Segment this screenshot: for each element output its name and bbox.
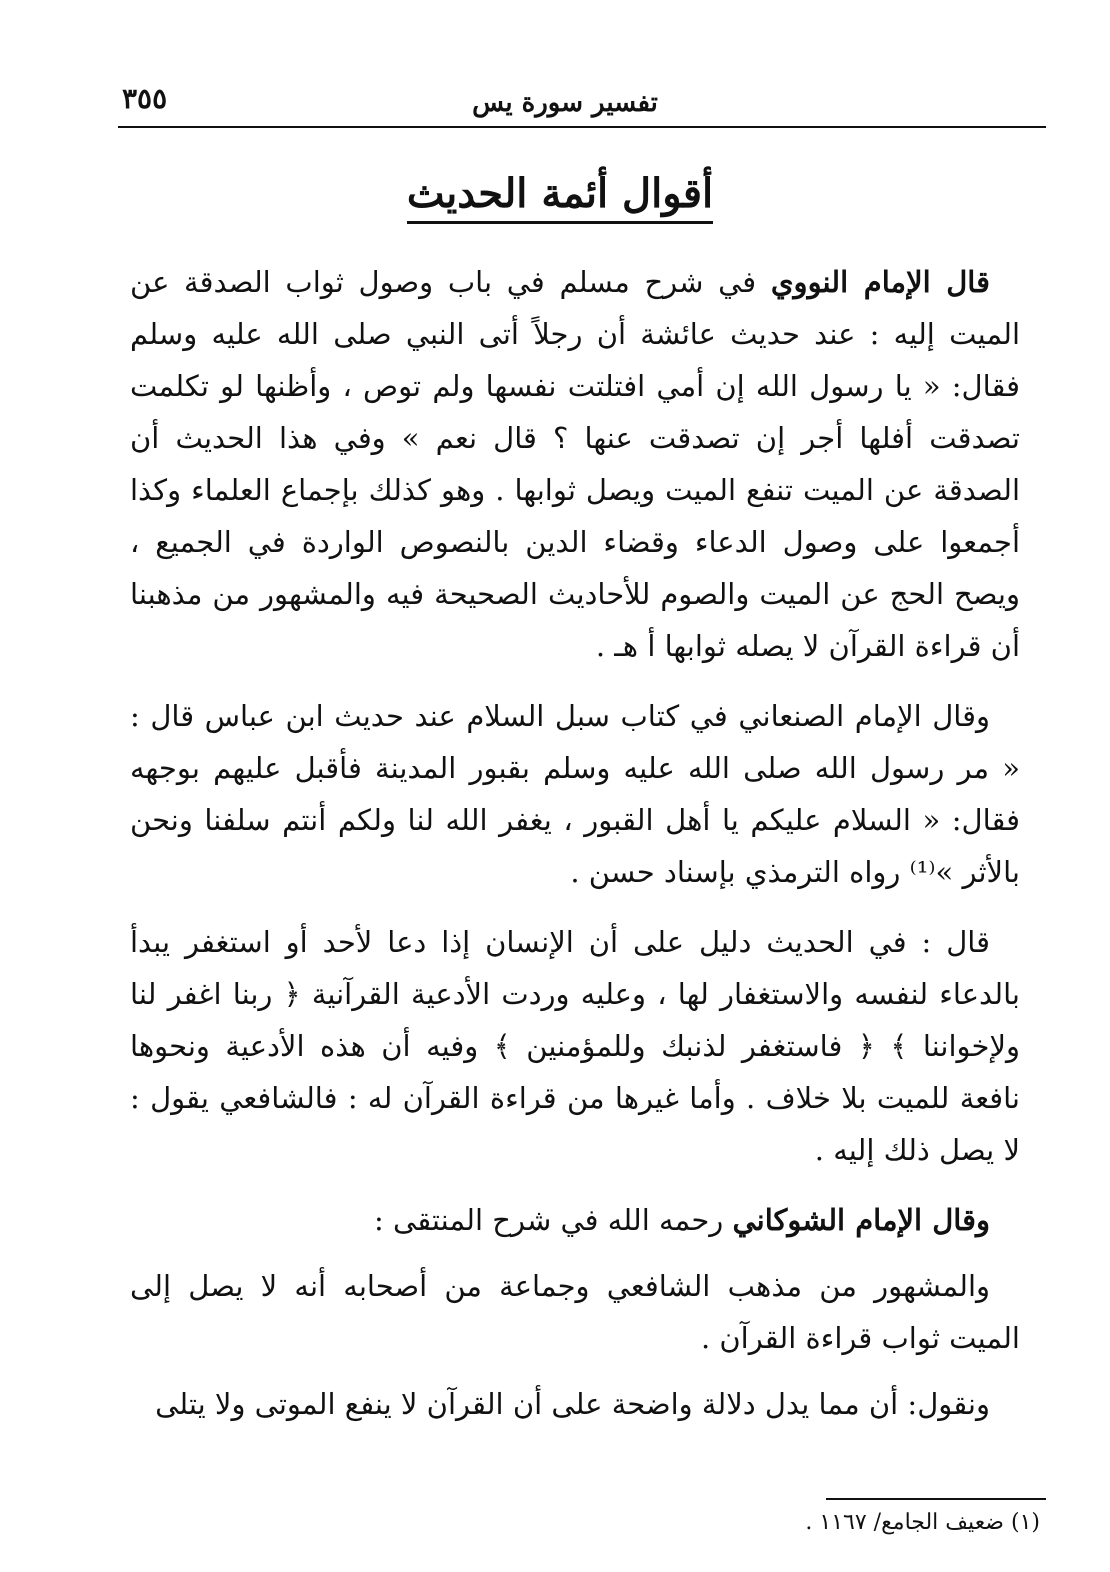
paragraph-lead: وقال الإمام الشوكاني: [732, 1203, 990, 1237]
page-number: ٣٥٥: [122, 82, 168, 115]
paragraph-nawawi: [130, 256, 1020, 672]
header-divider: [118, 126, 1046, 128]
paragraph-text: ونقول: أن مما يدل دلالة واضحة على أن القرآن لا ينفع الموتى ولا يتلى: [155, 1387, 990, 1421]
footnote-divider: [826, 1498, 1046, 1500]
section-title: [300, 170, 820, 224]
paragraph-text: والمشهور من مذهب الشافعي وجماعة من أصحابه أنه لا يصل إلى الميت ثواب قراءة القرآن .: [130, 1269, 1020, 1355]
paragraph-shawkani: [130, 1194, 1020, 1246]
paragraph-text: وقال الإمام الصنعاني في كتاب سبل السلام عند حديث ابن عباس قال : « مر رسول الله صلى الله عليه وسلم بقبور المدينة فأقبل عليهم بوجهه فقال: « السلام عليكم يا أهل القبور ، يغفر الله لنا ولكم أنتم سلفنا ونحن بالأثر »⁽¹⁾ رواه الترمذي بإسناد حسن .: [130, 699, 1020, 889]
paragraph-shafii-view: [130, 1260, 1020, 1364]
body-text: [130, 256, 1020, 1448]
running-header-title: تفسير سورة يس: [472, 88, 658, 118]
paragraph-sanaani: [130, 690, 1020, 898]
section-title-text: أقوال أئمة الحديث: [407, 170, 713, 224]
footnote: (١) ضعيف الجامع/ ١١٦٧ .: [805, 1510, 1040, 1535]
paragraph-hadith-commentary: [130, 916, 1020, 1176]
paragraph-conclusion: [130, 1378, 1020, 1430]
paragraph-text: رحمه الله في شرح المنتقى :: [374, 1203, 733, 1237]
paragraph-lead: قال الإمام النووي: [770, 265, 990, 299]
paragraph-text: في شرح مسلم في باب وصول ثواب الصدقة عن الميت إليه : عند حديث عائشة أن رجلاً أتى النبي صلى الله عليه وسلم فقال: « يا رسول الله إن أمي افتلتت نفسها ولم توص ، وأظنها لو تكلمت تصدقت أفلها أجر إن تصدقت عنها ؟ قال نعم » وفي هذا الحديث أن الصدقة عن الميت تنفع الميت ويصل ثوابها . وهو كذلك بإجماع العلماء وكذا أجمعوا على وصول الدعاء وقضاء الدين بالنصوص الواردة في الجميع ، ويصح الحج عن الميت والصوم للأحاديث الصحيحة فيه والمشهور من مذهبنا أن قراءة القرآن لا يصله ثوابها أ هـ .: [130, 265, 1020, 663]
paragraph-text: قال : في الحديث دليل على أن الإنسان إذا دعا لأحد أو استغفر يبدأ بالدعاء لنفسه والاستغفار لها ، وعليه وردت الأدعية القرآنية ﴿ ربنا اغفر لنا ولإخواننا ﴾ ﴿ فاستغفر لذنبك وللمؤمنين ﴾ وفيه أن هذه الأدعية ونحوها نافعة للميت بلا خلاف . وأما غيرها من قراءة القرآن له : فالشافعي يقول : لا يصل ذلك إليه .: [130, 925, 1020, 1167]
